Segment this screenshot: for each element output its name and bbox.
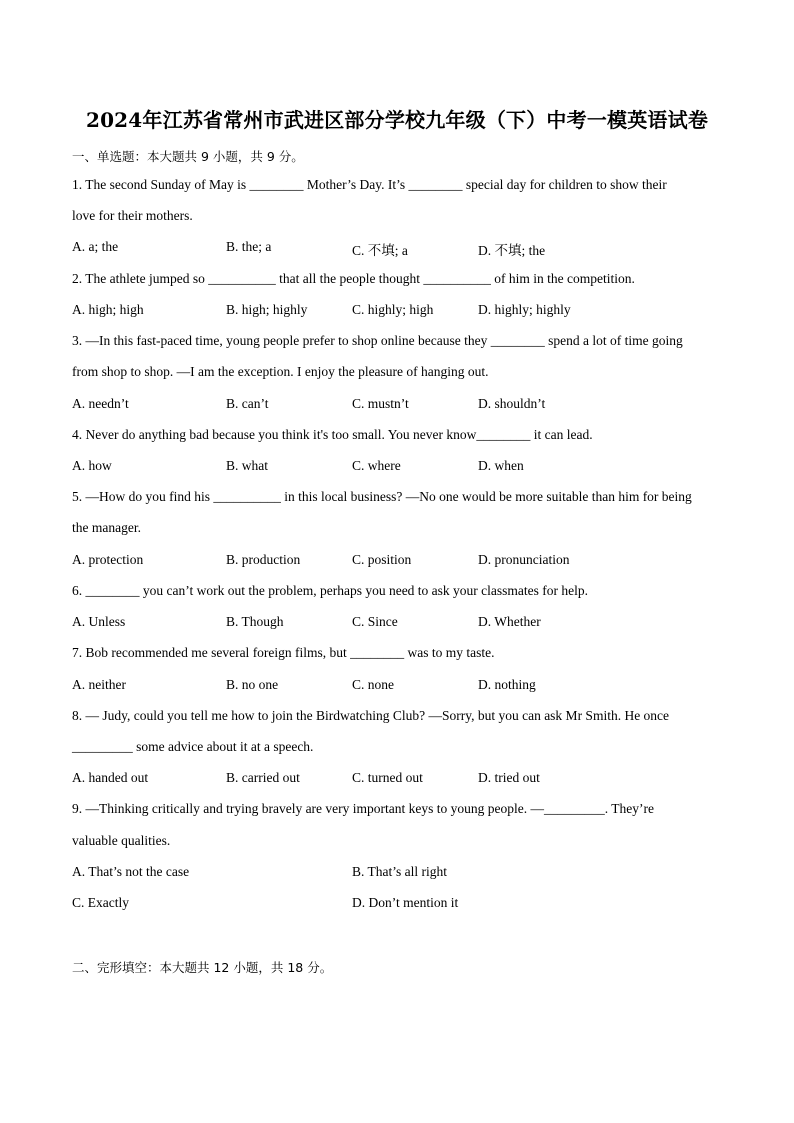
- question-8-option-c: C. turned out: [352, 770, 423, 785]
- question-3-option-d: D. shouldn’t: [478, 396, 546, 411]
- question-6-option-b: B. Though: [226, 614, 284, 629]
- question-3-option-a: A. needn’t: [72, 396, 129, 411]
- question-4-line-1: 4. Never do anything bad because you think it's too small. You never know________ it can lead.: [72, 427, 593, 442]
- question-6-option-d: D. Whether: [478, 614, 541, 629]
- question-7-option-a: A. neither: [72, 677, 126, 692]
- question-4-option-c: C. where: [352, 458, 401, 473]
- question-7-option-c: C. none: [352, 677, 394, 692]
- question-3-line-1: 3. —In this fast-paced time, young people prefer to shop online because they ________ spend a lot of time going: [72, 333, 683, 348]
- page-title: 2024年江苏省常州市武进区部分学校九年级（下）中考一模英语试卷: [85, 108, 709, 132]
- question-1-line-2: love for their mothers.: [72, 208, 193, 223]
- section-heading-cloze: 二、完形填空：本大题共 12 小题，共 18 分。: [72, 960, 333, 975]
- question-7-line-1: 7. Bob recommended me several foreign films, but ________ was to my taste.: [72, 645, 495, 660]
- question-9-option-b: B. That’s all right: [352, 864, 447, 879]
- question-4-option-a: A. how: [72, 458, 112, 473]
- question-9-option-a: A. That’s not the case: [72, 864, 190, 879]
- question-6-option-a: A. Unless: [72, 614, 126, 629]
- question-5-option-c: C. position: [352, 552, 412, 567]
- question-9-option-c: C. Exactly: [72, 895, 129, 910]
- question-3-option-b: B. can’t: [226, 396, 269, 411]
- question-9-line-1: 9. —Thinking critically and trying bravely are very important keys to young people. —_________. They’re: [72, 801, 654, 816]
- section-heading-single-choice: 一、单选题：本大题共 9 小题，共 9 分。: [72, 149, 304, 164]
- question-1-option-c: C. 不填; a: [352, 243, 408, 258]
- question-8-option-a: A. handed out: [72, 770, 149, 785]
- question-2-option-d: D. highly; highly: [478, 302, 571, 317]
- question-2-option-b: B. high; highly: [226, 302, 308, 317]
- question-7-option-b: B. no one: [226, 677, 279, 692]
- question-8-option-b: B. carried out: [226, 770, 300, 785]
- question-3-line-2: from shop to shop. —I am the exception. I enjoy the pleasure of hanging out.: [72, 364, 489, 379]
- question-4-option-b: B. what: [226, 458, 268, 473]
- question-1-option-a: A. a; the: [72, 239, 119, 254]
- question-8-line-2: _________ some advice about it at a speech.: [72, 739, 314, 754]
- question-2-line-1: 2. The athlete jumped so __________ that all the people thought __________ of him in the competition.: [72, 271, 635, 286]
- question-2-option-a: A. high; high: [72, 302, 144, 317]
- question-1-option-d: D. 不填; the: [478, 243, 546, 258]
- question-5-option-b: B. production: [226, 552, 301, 567]
- question-9-option-d: D. Don’t mention it: [352, 895, 459, 910]
- question-1-line-1: 1. The second Sunday of May is ________ Mother’s Day. It’s ________ special day for children to show their: [72, 177, 667, 192]
- question-3-option-c: C. mustn’t: [352, 396, 409, 411]
- question-4-option-d: D. when: [478, 458, 524, 473]
- question-7-option-d: D. nothing: [478, 677, 536, 692]
- question-9-line-2: valuable qualities.: [72, 833, 171, 848]
- question-1-option-b: B. the; a: [226, 239, 272, 254]
- question-5-line-2: the manager.: [72, 520, 141, 535]
- question-2-option-c: C. highly; high: [352, 302, 434, 317]
- question-6-line-1: 6. ________ you can’t work out the problem, perhaps you need to ask your classmates for help.: [72, 583, 589, 598]
- question-5-option-a: A. protection: [72, 552, 144, 567]
- question-6-option-c: C. Since: [352, 614, 398, 629]
- question-8-option-d: D. tried out: [478, 770, 540, 785]
- question-8-line-1: 8. — Judy, could you tell me how to join the Birdwatching Club? —Sorry, but you can ask Mr Smith. He once: [72, 708, 670, 723]
- question-5-option-d: D. pronunciation: [478, 552, 570, 567]
- question-5-line-1: 5. —How do you find his __________ in this local business? —No one would be more suitable than him for being: [72, 489, 692, 504]
